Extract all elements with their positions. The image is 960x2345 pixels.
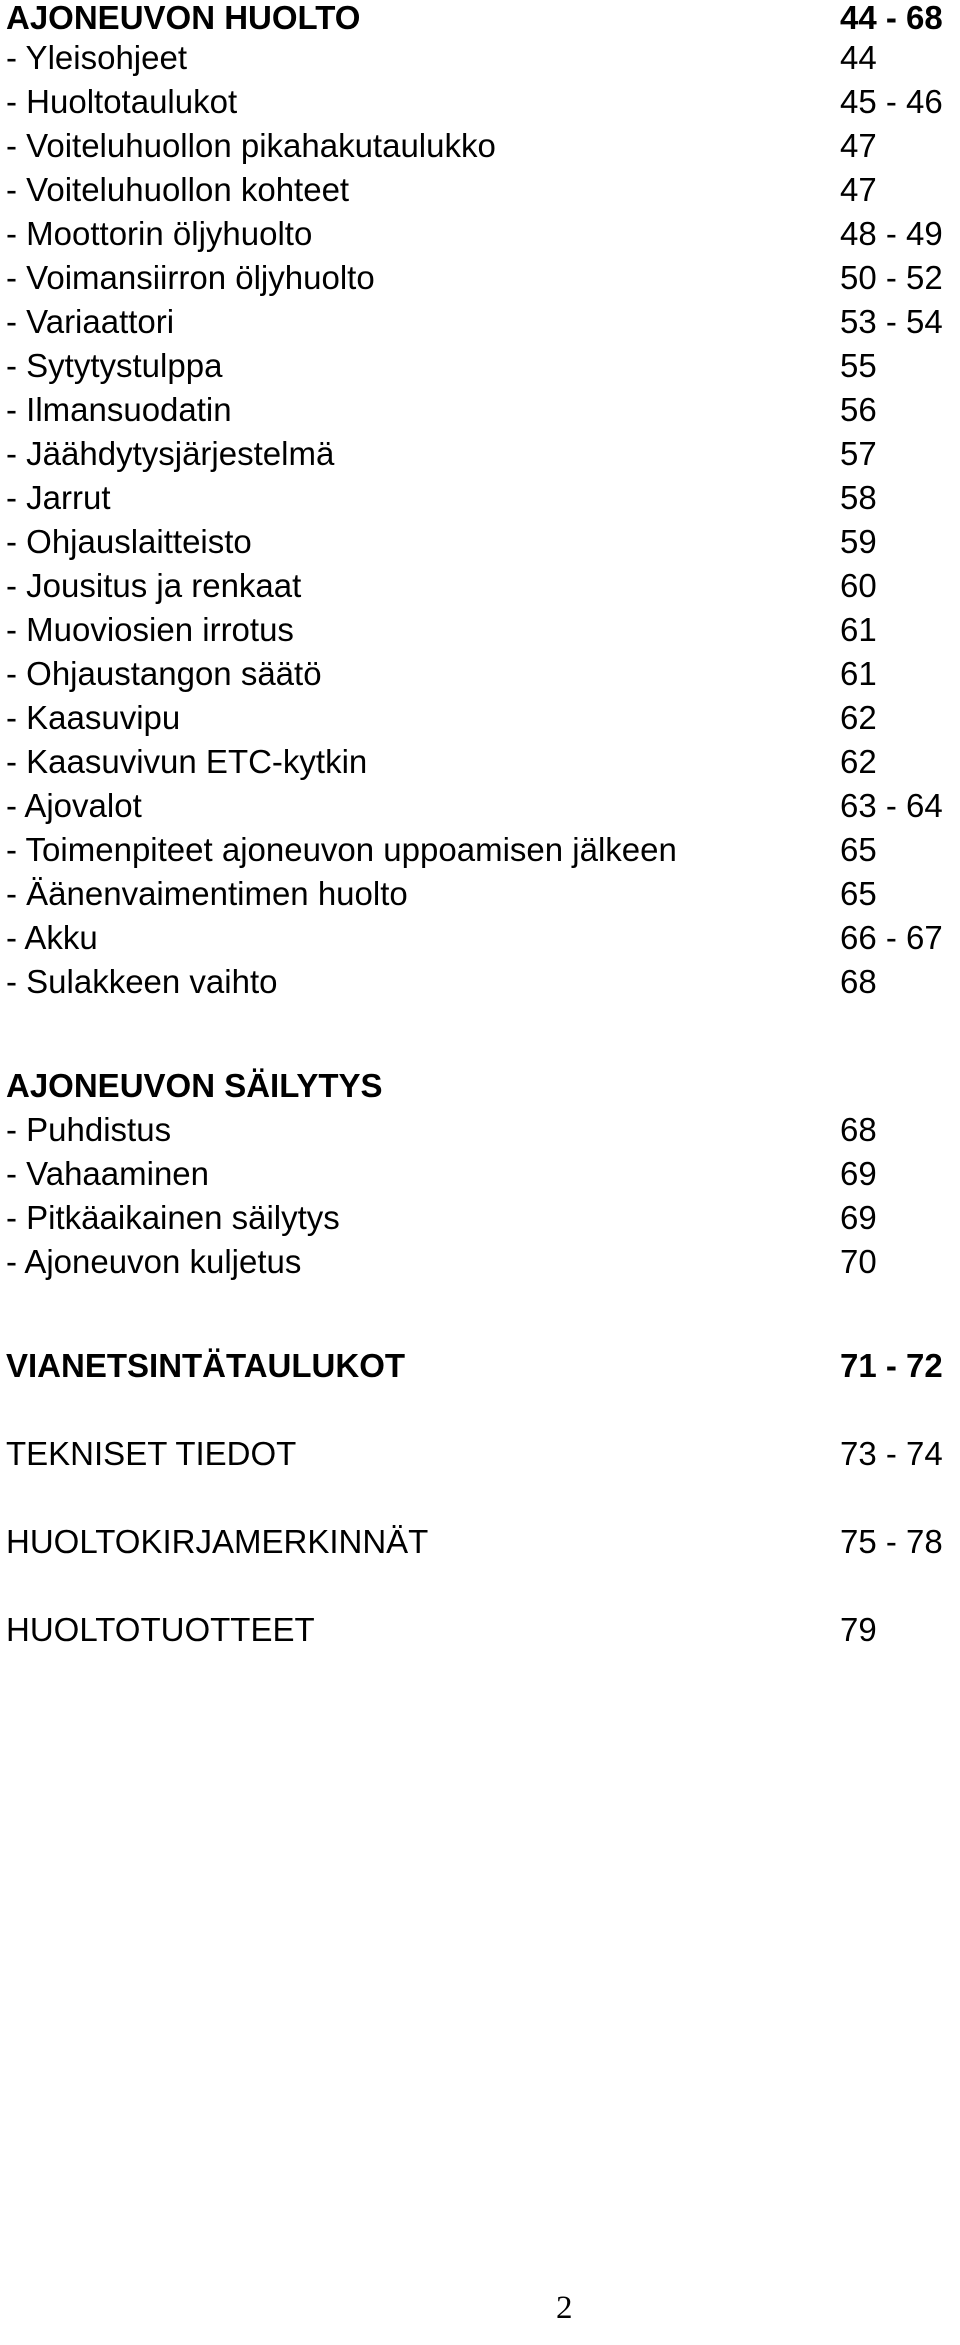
entry-pages: 69	[840, 1199, 877, 1236]
entry-pages: 56	[840, 391, 877, 428]
entry-label: - Voiteluhuollon kohteet	[6, 171, 350, 208]
section-pages: 44 - 68	[840, 0, 943, 36]
list-item	[6, 212, 960, 256]
entry-label: - Jousitus ja renkaat	[6, 567, 302, 604]
spacer	[6, 1004, 960, 1064]
entry-label: - Toimenpiteet ajoneuvon uppoamisen jälkeen	[6, 831, 677, 868]
major-entry	[6, 1432, 960, 1520]
entry-pages: 66 - 67	[840, 919, 943, 956]
list-item	[6, 300, 960, 344]
major-entry	[6, 1344, 960, 1432]
table-of-contents	[6, 0, 960, 1696]
major-entry	[6, 1608, 960, 1696]
list-item	[6, 124, 960, 168]
entry-label: - Huoltotaulukot	[6, 83, 238, 120]
entry-pages: 63 - 64	[840, 787, 943, 824]
entry-pages: 70	[840, 1243, 877, 1280]
entry-label: TEKNISET TIEDOT	[6, 1435, 297, 1472]
list-item	[6, 784, 960, 828]
entry-pages: 79	[840, 1611, 877, 1648]
list-item	[6, 872, 960, 916]
entry-pages: 57	[840, 435, 877, 472]
list-item	[6, 256, 960, 300]
entry-label: - Ilmansuodatin	[6, 391, 232, 428]
entry-pages: 65	[840, 831, 877, 868]
entry-pages: 61	[840, 655, 877, 692]
spacer	[6, 1284, 960, 1344]
list-item	[6, 696, 960, 740]
entry-label: - Kaasuvivun ETC-kytkin	[6, 743, 368, 780]
list-item	[6, 476, 960, 520]
list-item	[6, 520, 960, 564]
list-item	[6, 1152, 960, 1196]
entry-label: - Sulakkeen vaihto	[6, 963, 278, 1000]
list-item	[6, 916, 960, 960]
entry-label: - Pitkäaikainen säilytys	[6, 1199, 340, 1236]
entry-label: - Vahaaminen	[6, 1155, 210, 1192]
entry-label: - Äänenvaimentimen huolto	[6, 875, 408, 912]
entry-pages: 45 - 46	[840, 83, 943, 120]
entry-pages: 62	[840, 743, 877, 780]
entry-pages: 65	[840, 875, 877, 912]
entry-label: - Variaattori	[6, 303, 175, 340]
entry-pages: 47	[840, 127, 877, 164]
entry-pages: 75 - 78	[840, 1523, 943, 1560]
entry-pages: 68	[840, 1111, 877, 1148]
entry-pages: 47	[840, 171, 877, 208]
list-item	[6, 344, 960, 388]
entry-pages: 50 - 52	[840, 259, 943, 296]
entry-label: - Moottorin öljyhuolto	[6, 215, 313, 252]
entry-label: - Ajoneuvon kuljetus	[6, 1243, 302, 1280]
entry-label: - Kaasuvipu	[6, 699, 181, 736]
entry-pages: 55	[840, 347, 877, 384]
list-item	[6, 608, 960, 652]
entry-pages: 48 - 49	[840, 215, 943, 252]
list-item	[6, 1108, 960, 1152]
section-heading-huolto	[6, 0, 960, 36]
section-items-huolto	[6, 36, 960, 1004]
list-item	[6, 828, 960, 872]
entry-pages: 61	[840, 611, 877, 648]
list-item	[6, 1196, 960, 1240]
entry-pages: 58	[840, 479, 877, 516]
list-item	[6, 740, 960, 784]
section-title: AJONEUVON SÄILYTYS	[6, 1067, 383, 1104]
entry-label: - Akku	[6, 919, 98, 956]
list-item	[6, 652, 960, 696]
entry-pages: 73 - 74	[840, 1435, 943, 1472]
entry-label: - Ohjaustangon säätö	[6, 655, 322, 692]
entry-label: - Ajovalot	[6, 787, 142, 824]
list-item	[6, 432, 960, 476]
entry-pages: 69	[840, 1155, 877, 1192]
entry-pages: 71 - 72	[840, 1347, 943, 1384]
entry-label: - Jäähdytysjärjestelmä	[6, 435, 335, 472]
entry-label: VIANETSINTÄTAULUKOT	[6, 1347, 406, 1384]
entry-pages: 59	[840, 523, 877, 560]
entry-label: HUOLTOTUOTTEET	[6, 1611, 315, 1648]
entry-pages: 62	[840, 699, 877, 736]
list-item	[6, 388, 960, 432]
entry-label: - Voiteluhuollon pikahakutaulukko	[6, 127, 496, 164]
entry-pages: 53 - 54	[840, 303, 943, 340]
entry-label: - Puhdistus	[6, 1111, 172, 1148]
major-entry	[6, 1520, 960, 1608]
entry-pages: 68	[840, 963, 877, 1000]
section-heading-sailytys	[6, 1064, 960, 1108]
list-item	[6, 564, 960, 608]
entry-label: - Voimansiirron öljyhuolto	[6, 259, 375, 296]
entry-label: - Muoviosien irrotus	[6, 611, 294, 648]
major-entries	[6, 1344, 960, 1696]
page-number: 2	[556, 2290, 573, 2326]
entry-pages: 44	[840, 39, 877, 76]
section-title: AJONEUVON HUOLTO	[6, 0, 361, 36]
section-items-sailytys	[6, 1108, 960, 1284]
entry-pages: 60	[840, 567, 877, 604]
list-item	[6, 1240, 960, 1284]
list-item	[6, 960, 960, 1004]
entry-label: - Sytytystulppa	[6, 347, 223, 384]
list-item	[6, 168, 960, 212]
list-item	[6, 36, 960, 80]
list-item	[6, 80, 960, 124]
entry-label: HUOLTOKIRJAMERKINNÄT	[6, 1523, 429, 1560]
entry-label: - Ohjauslaitteisto	[6, 523, 252, 560]
entry-label: - Jarrut	[6, 479, 111, 516]
entry-label: - Yleisohjeet	[6, 39, 188, 76]
